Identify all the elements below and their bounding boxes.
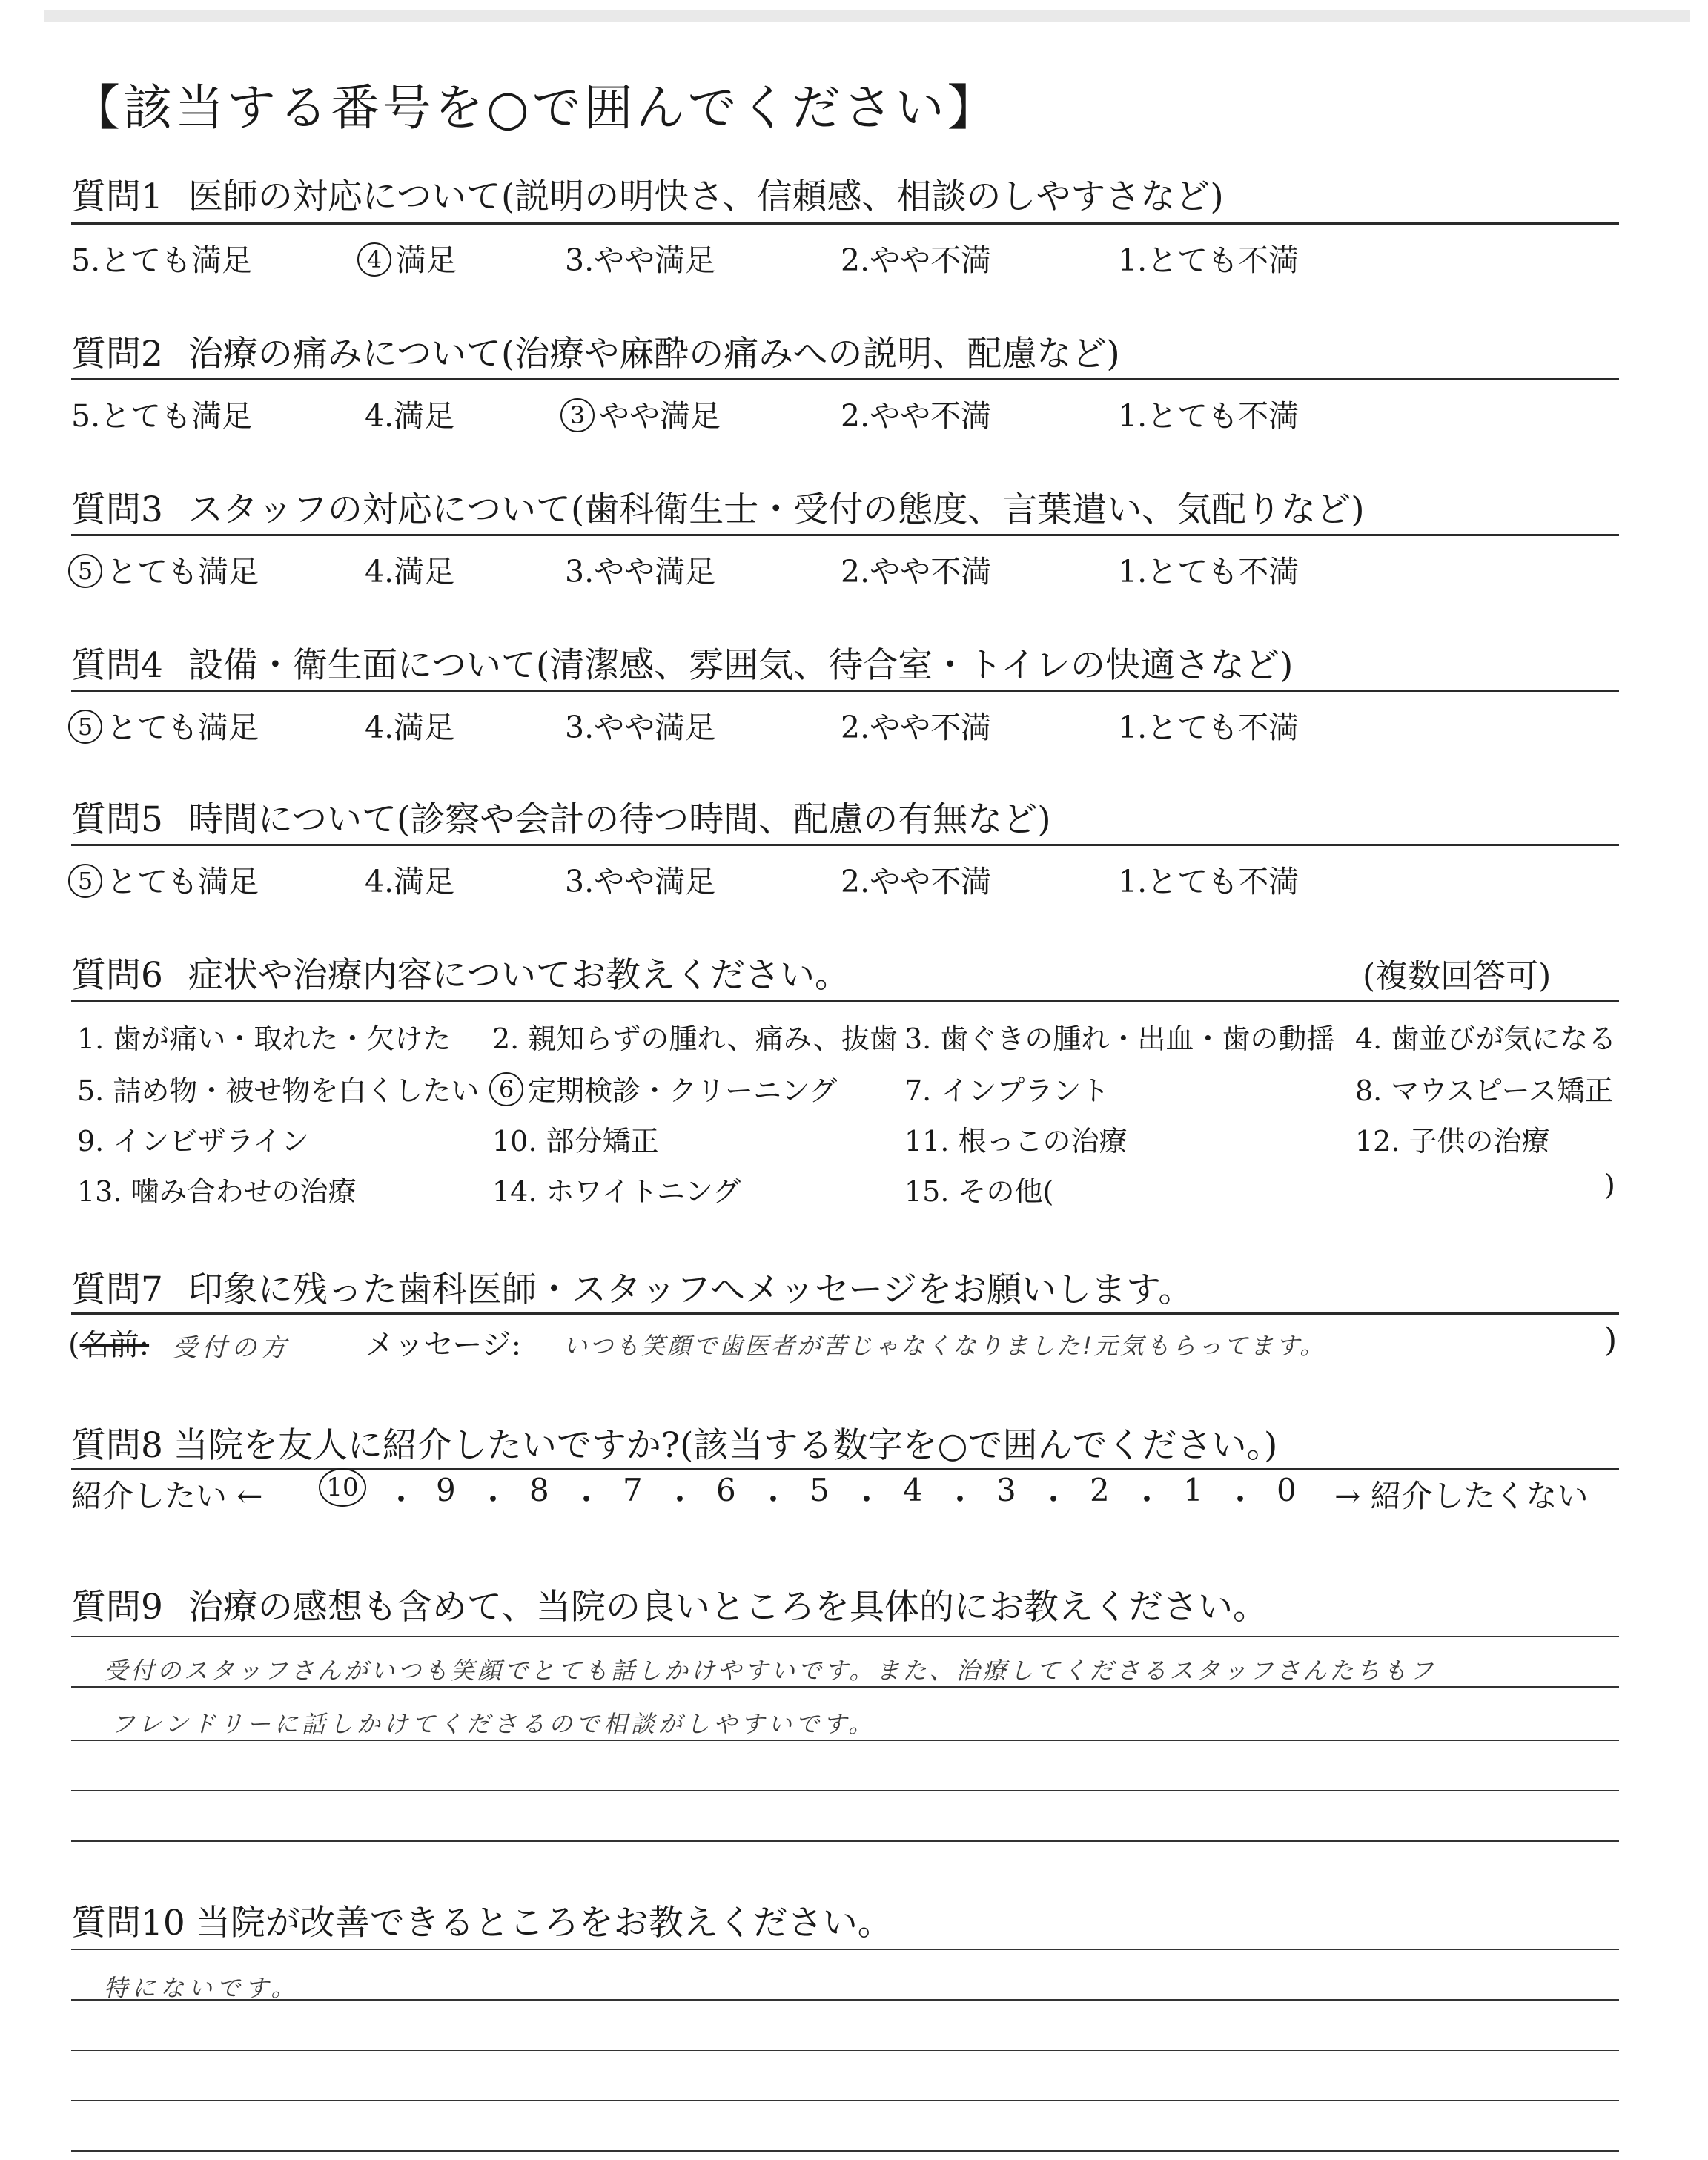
q4-option-5[interactable] <box>68 703 259 747</box>
q5-option-4[interactable]: 4.満足 <box>365 864 455 899</box>
q6-item-6-label: 定期検診・クリーニング <box>528 1074 838 1107</box>
q8-separator: ・ <box>664 1482 696 1518</box>
question-6-rule <box>71 1000 1619 1002</box>
q1-option-3[interactable]: 3.やや満足 <box>565 242 716 278</box>
question-8-title <box>71 1418 1277 1467</box>
question-4-number: 質問4 <box>71 645 163 686</box>
q2-option-1[interactable]: 1.とても不満 <box>1118 398 1300 434</box>
q5-option-1[interactable]: 1.とても不満 <box>1118 864 1300 899</box>
question-1-title <box>71 169 1224 219</box>
q6-item-1[interactable]: 1. 歯が痛い・取れた・欠けた <box>77 1023 451 1055</box>
q8-score-5[interactable]: 5 <box>810 1472 830 1508</box>
q2-option-3-label: やや満足 <box>599 398 721 434</box>
q7-message-handwriting[interactable]: いつも笑顔で歯医者が苦じゃなくなりました!元気もらってます。 <box>563 1332 1326 1360</box>
question-8-text: 当院を友人に紹介したいですか?(該当する数字を○で囲んでください。) <box>173 1425 1278 1466</box>
q6-item-15-close: ) <box>1604 1169 1615 1201</box>
question-9-title <box>71 1579 1268 1629</box>
scan-top-band <box>44 10 1690 22</box>
q8-separator: ・ <box>477 1482 509 1518</box>
question-9-text: 治療の感想も含めて、当院の良いところを具体的にお教えください。 <box>188 1587 1268 1628</box>
q7-open-paren: ( <box>68 1328 80 1362</box>
selected-circle-10: 10 <box>319 1468 366 1507</box>
answer-line <box>71 1840 1619 1842</box>
q9-answer-handwriting-line-2[interactable]: フレンドリーに話しかけてくださるので相談がしやすいです。 <box>111 1710 876 1738</box>
q8-score-4[interactable]: 4 <box>903 1472 923 1508</box>
selected-circle-5: 5 <box>68 554 102 588</box>
question-3-text: スタッフの対応について(歯科衛生士・受付の態度、言葉遣い、気配りなど) <box>188 489 1365 530</box>
q1-option-4-label: 満足 <box>396 242 457 278</box>
q5-option-5-label: とても満足 <box>107 864 259 899</box>
question-10-text: 当院が改善できるところをお教えください。 <box>195 1903 893 1943</box>
q3-option-1[interactable]: 1.とても不満 <box>1118 554 1300 589</box>
q6-item-9[interactable]: 9. インビザライン <box>77 1125 310 1157</box>
q4-option-3[interactable]: 3.やや満足 <box>565 710 716 745</box>
q8-separator: ・ <box>1225 1482 1257 1518</box>
q8-score-1[interactable]: 1 <box>1183 1472 1203 1508</box>
question-3-number: 質問3 <box>71 489 163 530</box>
q6-item-4[interactable]: 4. 歯並びが気になる <box>1355 1023 1617 1055</box>
q2-option-4[interactable]: 4.満足 <box>365 398 455 434</box>
q6-item-10[interactable]: 10. 部分矯正 <box>492 1125 659 1157</box>
selected-circle-3: 3 <box>560 398 595 432</box>
question-10-title <box>71 1895 893 1945</box>
q8-separator: ・ <box>571 1482 603 1518</box>
question-7-number: 質問7 <box>71 1269 163 1310</box>
q8-right-label: → 紹介したくない <box>1334 1478 1589 1514</box>
q6-item-7[interactable]: 7. インプラント <box>904 1074 1110 1107</box>
question-4-text: 設備・衛生面について(清潔感、雰囲気、待合室・トイレの快適さなど) <box>188 645 1294 686</box>
question-8-number: 質問8 <box>71 1425 163 1466</box>
q7-name-field[interactable] <box>68 1321 149 1364</box>
q6-item-2[interactable]: 2. 親知らずの腫れ、痛み、抜歯 <box>492 1023 898 1055</box>
q8-score-2[interactable]: 2 <box>1090 1472 1110 1508</box>
q3-option-5-label: とても満足 <box>107 554 259 589</box>
q8-score-3[interactable]: 3 <box>996 1472 1016 1508</box>
question-5-text: 時間について(診察や会計の待つ時間、配慮の有無など) <box>188 799 1051 840</box>
selected-circle-5: 5 <box>68 710 102 744</box>
question-4-rule <box>71 690 1619 692</box>
q4-option-1[interactable]: 1.とても不満 <box>1118 710 1300 745</box>
answer-line <box>71 1790 1619 1791</box>
question-6-text: 症状や治療内容についてお教えください。 <box>188 955 850 996</box>
question-1-number: 質問1 <box>71 176 163 217</box>
q3-option-3[interactable]: 3.やや満足 <box>565 554 716 589</box>
selected-circle-5: 5 <box>68 864 102 898</box>
q6-item-8[interactable]: 8. マウスピース矯正 <box>1355 1074 1613 1107</box>
question-6-number: 質問6 <box>71 955 163 996</box>
q8-separator: ・ <box>385 1482 417 1518</box>
q9-answer-handwriting-line-1[interactable]: 受付のスタッフさんがいつも笑顔でとても話しかけやすいです。また、治療してくださるスタッフさんたちもフ <box>104 1657 1437 1685</box>
q1-option-4[interactable] <box>357 236 457 280</box>
q3-option-4[interactable]: 4.満足 <box>365 554 455 589</box>
q1-option-1[interactable]: 1.とても不満 <box>1118 242 1300 278</box>
answer-line <box>71 2100 1619 2101</box>
q1-option-2[interactable]: 2.やや不満 <box>841 242 992 278</box>
answer-line <box>71 2050 1619 2051</box>
q6-item-6[interactable] <box>489 1068 837 1109</box>
q8-separator: ・ <box>851 1482 883 1518</box>
question-5-title <box>71 792 1051 842</box>
q8-score-0[interactable]: 0 <box>1277 1472 1297 1508</box>
q6-item-11[interactable]: 11. 根っこの治療 <box>904 1125 1128 1157</box>
question-2-text: 治療の痛みについて(治療や麻酔の痛みへの説明、配慮など) <box>188 334 1120 374</box>
q6-item-3[interactable]: 3. 歯ぐきの腫れ・出血・歯の動揺 <box>904 1023 1335 1055</box>
q6-item-14[interactable]: 14. ホワイトニング <box>492 1175 741 1208</box>
answer-line <box>71 1740 1619 1741</box>
question-2-number: 質問2 <box>71 334 163 374</box>
q6-item-12[interactable]: 12. 子供の治療 <box>1355 1125 1550 1157</box>
question-7-rule <box>71 1312 1619 1315</box>
question-6-note: (複数回答可) <box>1363 957 1552 995</box>
q2-option-2[interactable]: 2.やや不満 <box>841 398 992 434</box>
q6-item-5[interactable]: 5. 詰め物・被せ物を白くしたい <box>77 1074 480 1107</box>
q10-answer-handwriting[interactable]: 特にないです。 <box>104 1974 299 2002</box>
question-4-title <box>71 638 1293 687</box>
q8-left-label: 紹介したい ← <box>71 1478 263 1514</box>
question-6-title <box>71 948 850 997</box>
selected-circle-4: 4 <box>357 242 391 277</box>
q8-score-10[interactable] <box>319 1468 371 1507</box>
q8-score-6[interactable]: 6 <box>716 1472 736 1508</box>
q2-option-3[interactable] <box>560 392 721 435</box>
question-9-number: 質問9 <box>71 1587 163 1628</box>
q8-score-8[interactable]: 8 <box>529 1472 549 1508</box>
q6-item-15[interactable]: 15. その他( <box>904 1175 1054 1208</box>
question-5-number: 質問5 <box>71 799 163 840</box>
q8-separator: ・ <box>944 1482 976 1518</box>
q8-score-9[interactable]: 9 <box>436 1472 456 1508</box>
q1-option-5[interactable]: 5.とても満足 <box>71 242 253 278</box>
question-8-rule <box>71 1468 1619 1470</box>
q4-option-5-label: とても満足 <box>107 710 259 745</box>
question-1-rule <box>71 222 1619 225</box>
q8-separator: ・ <box>1038 1482 1070 1518</box>
answer-line <box>71 1636 1619 1637</box>
q5-option-5[interactable] <box>68 857 259 901</box>
q8-separator: ・ <box>758 1482 790 1518</box>
question-3-rule <box>71 534 1619 536</box>
page-heading: 【該当する番号を○で囲んでください】 <box>71 79 999 136</box>
q8-score-7[interactable]: 7 <box>623 1472 643 1508</box>
q7-message-label: メッセージ: <box>365 1328 522 1362</box>
q7-name-handwriting: 受付の方 <box>172 1333 291 1363</box>
q3-option-5[interactable] <box>68 547 259 591</box>
q8-separator: ・ <box>1131 1482 1163 1518</box>
answer-line <box>71 1999 1619 2001</box>
question-1-text: 医師の対応について(説明の明快さ、信頼感、相談のしやすさなど) <box>188 176 1224 217</box>
q3-option-2[interactable]: 2.やや不満 <box>841 554 992 589</box>
question-2-rule <box>71 378 1619 380</box>
q7-name-label: 名前: <box>79 1328 150 1362</box>
answer-line <box>71 1686 1619 1688</box>
question-10-number: 質問10 <box>71 1903 185 1943</box>
q6-item-13[interactable]: 13. 噛み合わせの治療 <box>77 1175 357 1208</box>
selected-circle-6: 6 <box>489 1072 523 1106</box>
q4-option-2[interactable]: 2.やや不満 <box>841 710 992 745</box>
q4-option-4[interactable]: 4.満足 <box>365 710 455 745</box>
question-7-text: 印象に残った歯科医師・スタッフへメッセージをお願いします。 <box>188 1269 1194 1310</box>
q5-option-2[interactable]: 2.やや不満 <box>841 864 992 899</box>
q2-option-5[interactable]: 5.とても満足 <box>71 398 253 434</box>
question-2-title <box>71 326 1120 376</box>
question-7-title <box>71 1262 1193 1312</box>
q7-close-paren: ) <box>1604 1321 1618 1359</box>
answer-line <box>71 2150 1619 2152</box>
q5-option-3[interactable]: 3.やや満足 <box>565 864 716 899</box>
question-5-rule <box>71 844 1619 846</box>
answer-line <box>71 1949 1619 1950</box>
question-3-title <box>71 482 1365 532</box>
